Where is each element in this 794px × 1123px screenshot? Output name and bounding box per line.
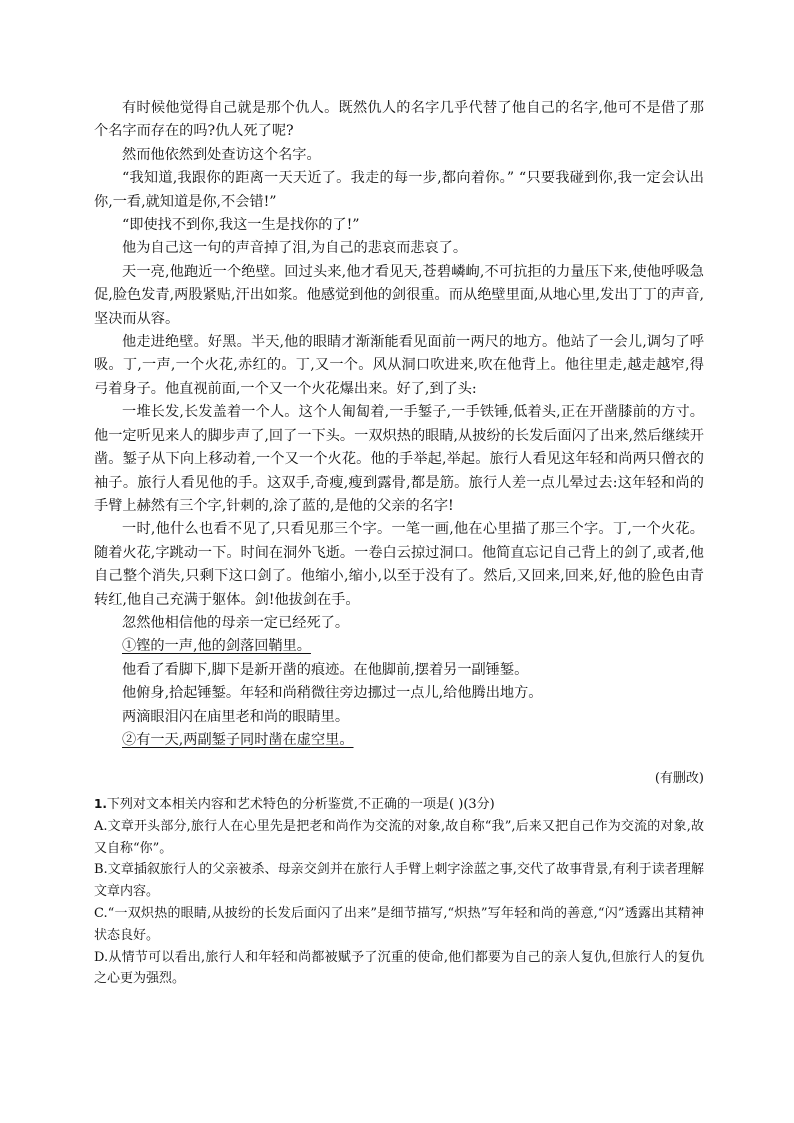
passage-paragraph-1: 有时候他觉得自己就是那个仇人。既然仇人的名字几乎代替了他自己的名字,他可不是借了那个名字而存在的吗?仇人死了呢?: [94, 100, 704, 140]
question-stem-line: [94, 794, 704, 816]
passage-paragraph-4: “即使找不到你,我这一生是找你的了!”: [122, 217, 360, 234]
question-1: [94, 794, 704, 990]
passage-line-stoop: 他俯身,拾起锤錾。年轻和尚稍微往旁边挪过一点儿,给他腾出地方。: [122, 685, 543, 702]
reading-passage: [94, 97, 704, 752]
option-d: D.从情节可以看出,旅行人和年轻和尚都被赋予了沉重的使命,他们都要为自己的亲人复仇,但旅行人的复仇之心更为强烈。: [94, 949, 704, 987]
passage-line-feet: 他看了看脚下,脚下是新开凿的痕迹。在他脚前,摆着另一副锤錾。: [122, 661, 529, 678]
question-stem: 下列对文本相关内容和艺术特色的分析鉴赏,不正确的一项是( )(3分): [106, 797, 495, 812]
passage-paragraph-3: “我知道,我跟你的距离一天天近了。我走的每一步,都向着你。” “只要我碰到你,我一定会认出你,一看,就知道是你,不会错!”: [94, 170, 704, 210]
option-b: B.文章插叙旅行人的父亲被杀、母亲交剑并在旅行人手臂上刺字涂蓝之事,交代了故事背景,有利于读者理解文章内容。: [94, 862, 704, 900]
underlined-sentence-2: [94, 729, 704, 752]
option-c: C.“一双炽热的眼睛,从披纷的长发后面闪了出来”是细节描写,“炽热”写年轻和尚的善意,“闪”透露出其精神状态良好。: [94, 905, 704, 943]
question-number: 1.: [94, 797, 107, 811]
passage-paragraph-2: 然而他依然到处查访这个名字。: [122, 146, 321, 163]
underlined-sentence-1: [94, 635, 704, 658]
passage-paragraph-6: 天一亮,他跑近一个绝壁。回过头来,他才看见天,苍碧嶙峋,不可抗拒的力量压下来,使他呼吸急促,脸色发青,两股紧贴,汗出如浆。他感觉到他的剑很重。而从绝壁里面,从地心里,发出丁丁的声音,坚决而从容。: [94, 263, 704, 327]
passage-paragraph-8: 一堆长发,长发盖着一个人。这个人匍匐着,一手錾子,一手铁锤,低着头,正在开凿膝前的方寸。他一定听见来人的脚步声了,回了一下头。一双炽热的眼睛,从披纷的长发后面闪了出来,然后继续开凿。錾子从下向上移动着,一个又一个火花。他的手举起,举起。旅行人看见这年轻和尚两只僧衣的袖子。旅行人看见他的手。这双手,奇瘦,瘦到露骨,都是筋。旅行人差一点儿晕过去:这年轻和尚的手臂上赫然有三个字,针刺的,涂了蓝的,是他的父亲的名字!: [94, 404, 704, 514]
source-note: (有删改): [654, 771, 704, 786]
underlined-text-2: ②有一天,两副錾子同时凿在虚空里。: [122, 731, 354, 748]
passage-paragraph-10: 忽然他相信他的母亲一定已经死了。: [122, 614, 350, 631]
passage-paragraph-7: 他走进绝壁。好黑。半天,他的眼睛才渐渐能看见面前一两尺的地方。他站了一会儿,调匀了呼吸。丁,一声,一个火花,赤红的。丁,又一个。风从洞口吹进来,吹在他背上。他往里走,越走越窄,得弓着身子。他直视前面,一个又一个火花爆出来。好了,到了头:: [94, 334, 704, 397]
passage-paragraph-9: 一时,他什么也看不见了,只看见那三个字。一笔一画,他在心里描了那三个字。丁,一个火花。随着火花,字跳动一下。时间在洞外飞逝。一卷白云掠过洞口。他简直忘记自己背上的剑了,或者,他自己整个消失,只剩下这口剑了。他缩小,缩小,以至于没有了。然后,又回来,回来,好,他的脸色由青转红,他自己充满于躯体。剑!他拔剑在手。: [94, 521, 704, 608]
underlined-text-1: ①铿的一声,他的剑落回鞘里。: [122, 638, 311, 655]
passage-line-tears: 两滴眼泪闪在庙里老和尚的眼睛里。: [122, 708, 350, 725]
passage-paragraph-5: 他为自己这一句的声音掉了泪,为自己的悲哀而悲哀了。: [122, 240, 468, 257]
option-a: A.文章开头部分,旅行人在心里先是把老和尚作为交流的对象,故自称“我”,后来又把自己作为交流的对象,故又自称“你”。: [94, 818, 704, 856]
